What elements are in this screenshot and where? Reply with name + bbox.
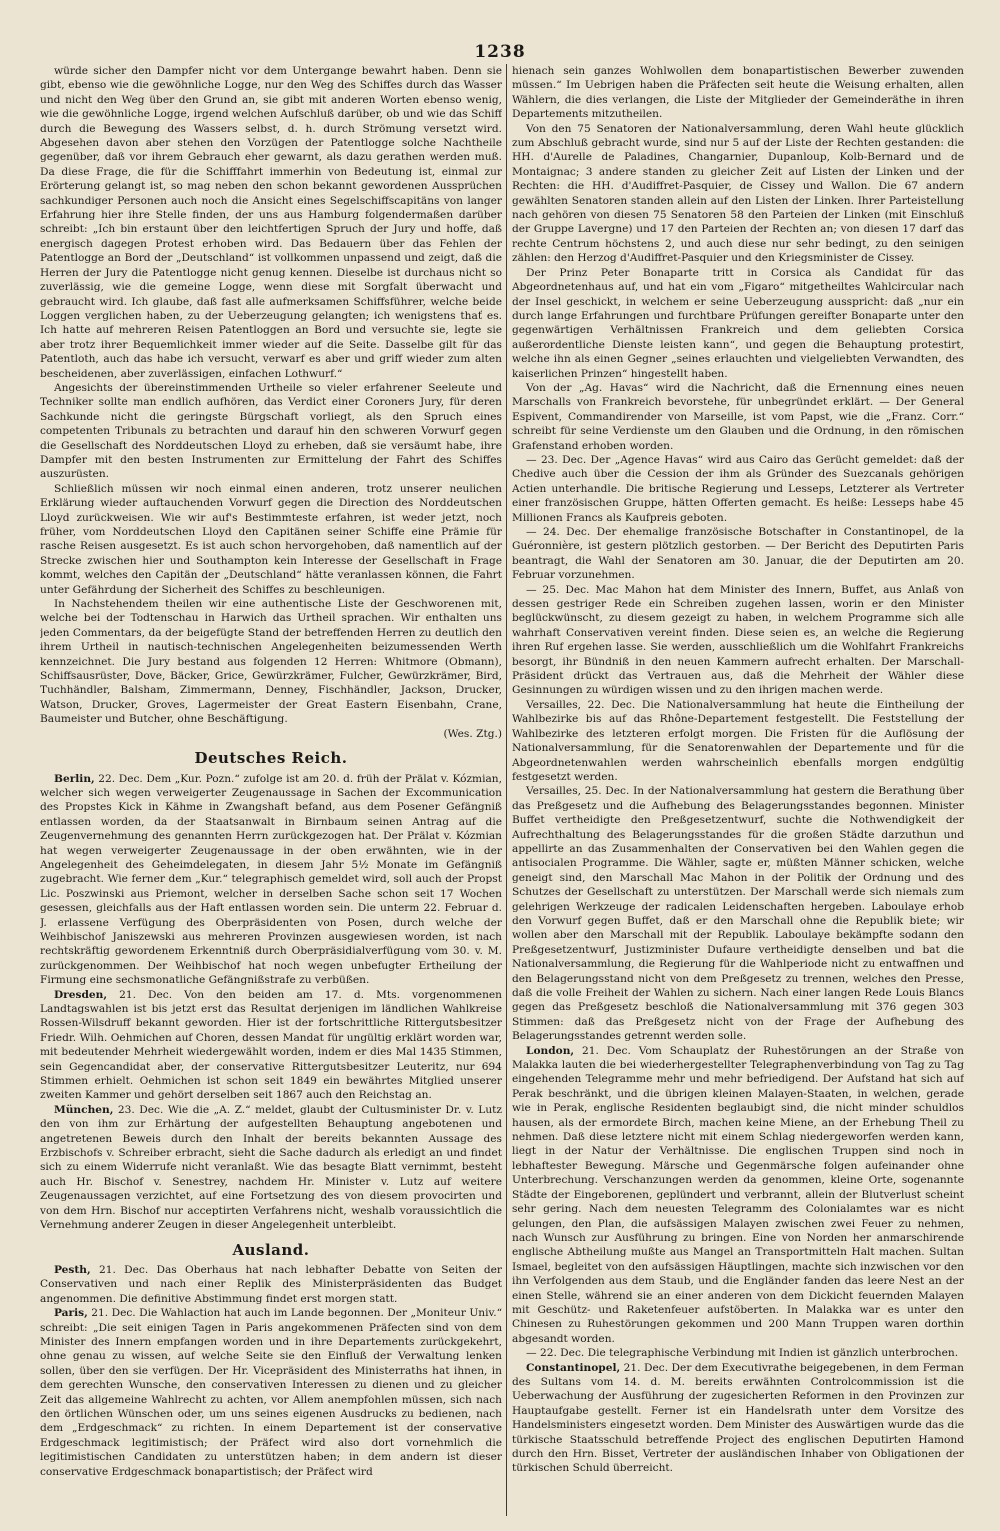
- column-divider: [506, 64, 507, 1516]
- article-paragraph: — 23. Dec. Der „Agence Havas“ wird aus Cairo das Gerücht gemeldet: daß der Chedive auch über die Cession der ihm als Gründer des Suezcanals gehörigen Actien unterhandle. Die britische Regierung und Lesseps, Letzterer als Vertreter einer französischen Gruppe, hätten Offerten gemacht. Es heiße: Lesseps habe 45 Millionen Francs als Kaufpreis geboten.: [512, 453, 964, 524]
- news-item-pesth: [40, 1263, 502, 1306]
- news-item-constantinopel: [512, 1361, 964, 1476]
- article-paragraph: — 22. Dec. Die telegraphische Verbindung mit Indien ist gänzlich unterbrochen.: [526, 1347, 959, 1360]
- news-text: 21. Dec. Vom Schauplatz der Ruhestörungen an der Straße von Malakka lauten die bei wiederhergestellter Telegraphenverbindung von Tag zu Tag eingehenden Telegramme mehr und mehr befriedigend. Der Aufstand hat sich auf Perak beschränkt, und die übrigen kleinen Malayen-Staaten, in welchen, gerade wie in Perak, englische Residenten beglaubigt sind, die nicht minder schuldlos hausen, als der ermordete Birch, machen keine Miene, an der Erhebung Theil zu nehmen. Daß diese letztere nicht mit einem Schlag niedergeworfen werden kann, liegt in der Natur der Verhältnisse. Die englischen Truppen sind noch in lebhaftester Bewegung. Märsche und Gegenmärsche folgen aufeinander ohne Unterbrechung. Verschanzungen werden da genommen, kleine Orte, sogenannte Städte der Eingeborenen, geplündert und verbrannt, allein der Blutverlust scheint sehr gering. Nach dem neuesten Telegramm des Colonialamtes war es nicht gelungen, den Plan, die aufsässigen Malayen zwischen zwei Feuer zu nehmen, nach Wunsch zur Ausführung zu bringen. Eine von Norden her anmarschirende englische Abtheilung mußte aus Mangel an Transportmitteln Halt machen. Sultan Ismael, begleitet von den aufsässigen Häuptlingen, machte sich inzwischen vor den ihn Verfolgenden aus dem Staub, und die Engländer fanden das leere Nest an der einen Stelle, während sie an einer anderen von dem Dickicht feuernden Malayen mit Geschütz- und Raketenfeuer aufstöberten. In Malakka war es unter den Chinesen zu Ruhestörungen gekommen und 200 Mann Truppen waren dorthin abgesandt worden.: [512, 1044, 964, 1345]
- article-paragraph: würde sicher den Dampfer nicht vor dem Untergange bewahrt haben. Denn sie gibt, ebenso wie die gewöhnliche Logge, nur den Weg des Schiffes durch das Wasser und nicht den Weg über den Grund an, sie gibt mit anderen Worten ebenso wenig, wie die gewöhnliche Logge, irgend welchen Aufschluß darüber, ob und wie das Schiff durch die Bewegung des Wassers selbst, d. h. durch Strömung versetzt wird. Abgesehen davon aber stehen den Vorzügen der Patentlogge solche Nachtheile gegenüber, daß vor ihrem Gebrauch eher gewarnt, als dazu gerathen werden muß. Da diese Frage, die für die Schifffahrt immerhin von Bedeutung ist, einmal zur Erörterung gelangt ist, so mag neben den schon bekannt gewordenen Aussprüchen sachkundiger Personen auch noch die Ansicht eines Segelschiffscapitäns von langer Erfahrung hier ihre Stelle finden, der uns aus Hamburg folgendermaßen darüber schreibt: „Ich bin erstaunt über den leichtfertigen Spruch der Jury und hoffe, daß energisch dagegen Protest erhoben wird. Das Bedauern über das Fehlen der Patentlogge an Bord der „Deutschland“ ist vollkommen unpassend und zeigt, daß die Herren der Jury die Patentlogge nicht genug kennen. Dieselbe ist durchaus nicht so zuverlässig, wie die gemeine Logge, wenn diese mit Sorgfalt überwacht und gebraucht wird. Ich glaube, daß fast alle aufmerksamen Schiffsführer, welche beide Loggen verglichen haben, zu der Ueberzeugung gelangten; ich wenigstens thať es. Ich hatte auf mehreren Reisen Patentloggen an Bord und versuchte sie, legte sie aber trotz ihrer Bequemlichkeit immer wieder auf die Seite. Dasselbe gilt für das Patentloth, auch das habe ich versucht, verwarf es aber und griff wieder zum alten bescheidenen, aber zuverlässigen, einfachen Lothwurf.“: [40, 65, 502, 380]
- article-paragraph: Der Prinz Peter Bonaparte tritt in Corsica als Candidat für das Abgeordnetenhaus auf, und hat ein vom „Figaro“ mitgetheiltes Wahlcircular nach der Insel geschickt, in welchem er seine Ueberzeugung ausspricht: daß „nur ein durch lange Erfahrungen und furchtbare Prüfungen gereifter Bonaparte unter den gegenwärtigen Verhältnissen Frankreich und dem geliebten Corsica außerordentliche Dienste leisten kann“, und gegen die Behauptung protestirt, welche ihn als einen Gegner „seines erlauchten und vielgeliebten Verwandten, des kaiserlichen Prinzen“ hingestellt haben.: [512, 266, 964, 380]
- source-citation: (Wes. Ztg.): [443, 727, 502, 740]
- news-text: 21. Dec. Das Oberhaus hat nach lebhafter Debatte von Seiten der Conservativen und nach einer Replik des Ministerpräsidenten das Budget angenommen. Die definitive Abstimmung findet erst morgen statt.: [40, 1263, 502, 1305]
- news-item-paris: [40, 1306, 502, 1479]
- dateline: Paris,: [54, 1307, 88, 1320]
- dateline: London,: [526, 1044, 575, 1057]
- section-title-deutsches-reich: Deutsches Reich.: [194, 749, 348, 768]
- left-column: [40, 64, 502, 1516]
- news-text: 23. Dec. Wie die „A. Z.“ meldet, glaubt der Cultusminister Dr. v. Lutz den von ihm zur Erhärtung der aufgestellten Behauptung angebotenen und angetretenen Beweis durch den Inhalt der bereits bekannten Aussage des Erzbischofs v. Schreiber erbracht, sieht die Sache dadurch als erledigt an und findet sich zu einem Widerrufe nicht veranlaßt. Wie das besagte Blatt vernimmt, besteht auch Hr. Bischof v. Senestrey, nachdem Hr. Minister v. Lutz auf weitere Zeugenaussagen verzichtet, auf eine Fortsetzung des von diesem provocirten und von dem Hrn. Bischof nur acceptirten Verfahrens nicht, weshalb voraussichtlich die Vernehmung anderer Zeugen in dieser Angelegenheit unterbleibt.: [40, 1103, 502, 1232]
- article-paragraph: Schließlich müssen wir noch einmal einen anderen, trotz unserer neulichen Erklärung wieder auftauchenden Vorwurf gegen die Direction des Norddeutschen Lloyd zurückweisen. Wie wir auf's Bestimmteste erfahren, ist weder jetzt, noch früher, vom Norddeutschen Lloyd den Capitänen seiner Schiffe eine Prämie für rasche Reisen ausgesetzt. Es ist auch schon hervorgehoben, daß namentlich auf der Strecke zwischen hier und Southampton kein Interesse der Gesellschaft in Frage kommt, welches den Capitän der „Deutschland“ hätte veranlassen können, die Fahrt unter Gefährdung der Sicherheit des Schiffes zu beschleunigen.: [40, 482, 502, 596]
- dateline: Dresden,: [54, 988, 108, 1001]
- page-number: 1238: [474, 42, 526, 62]
- article-paragraph: Angesichts der übereinstimmenden Urtheile so vieler erfahrener Seeleute und Techniker sollte man endlich aufhören, das Verdict einer Coroners Jury, für deren Sachkunde nicht die geringste Bürgschaft vorliegt, als den Spruch eines competenten Tribunals zu betrachten und darauf hin den schweren Vorwurf gegen die Gesellschaft des Norddeutschen Lloyd zu erheben, daß sie versäumt habe, ihre Dampfer mit den besten Instrumenten zur Ermittelung der Fahrt des Schiffes auszurüsten.: [40, 381, 502, 481]
- news-item-dresden: [40, 988, 502, 1103]
- article-paragraph: — 25. Dec. Mac Mahon hat dem Minister des Innern, Buffet, aus Anlaß von dessen gestriger Rede ein Schreiben zugehen lassen, worin er den Minister beglückwünscht, zu diesem gezeigt zu haben, in welchem Programme sich alle wahrhaft Conservativen vereint finden. Diese seien es, an welche die Regierung ihren Ruf ergehen lasse. Sie werden, ausschließlich um die Wohlfahrt Frankreichs besorgt, ihr Bündniß in den neuen Kammern aufrecht erhalten. Der Marschall-Präsident drückt das Vertrauen aus, daß die Mehrheit der Wähler diese Gesinnungen zu würdigen wissen und zu den ihrigen machen werde.: [512, 583, 964, 697]
- article-paragraph: Versailles, 22. Dec. Die Nationalversammlung hat heute die Eintheilung der Wahlbezirke bis auf das Rhône-Departement festgestellt. Die Feststellung der Wahlbezirke des letzteren erfolgt morgen. Die Fristen für die Auflösung der Nationalversammlung, für die Senatorenwahlen der Departemente und für die Abgeordnetenwahlen werden wahrscheinlich ebenfalls morgen endgültig festgesetzt werden.: [512, 698, 964, 783]
- article-paragraph: In Nachstehendem theilen wir eine authentische Liste der Geschworenen mit, welche bei der Todtenschau in Harwich das Urtheil sprachen. Wir enthalten uns jeden Commentars, da der beigefügte Stand der betreffenden Herren zu deutlich den ihrem Urtheil in nautisch-technischen Angelegenheiten beizumessenden Werth kennzeichnet. Die Jury bestand aus folgenden 12 Herren: Whitmore (Obmann), Schiffsausrüster, Dove, Bäcker, Grice, Gewürzkrämer, Fulcher, Gewürzkrämer, Bird, Tuchhändler, Balsham, Zimmermann, Denney, Fischhändler, Jackson, Drucker, Watson, Drucker, Groves, Lagermeister der Great Eastern Eisenbahn, Crane, Baumeister und Butcher, ohne Beschäftigung.: [40, 598, 502, 726]
- article-paragraph: hienach sein ganzes Wohlwollen dem bonapartistischen Bewerber zuwenden müssen.“ Im Uebrigen haben die Präfecten seit heute die Weisung erhalten, allen Wählern, die dies verlangen, die Liste der Mitglieder der Gemeinderäthe in ihren Departements mitzutheilen.: [512, 65, 964, 121]
- news-item-london: [512, 1044, 964, 1347]
- dateline: München,: [54, 1103, 114, 1116]
- article-paragraph: — 24. Dec. Der ehemalige französische Botschafter in Constantinopel, de la Guéronnière, ist gestern plötzlich gestorben. — Der Bericht des Deputirten Paris beantragt, die Wahl der Senatoren am 30. Januar, die der Deputirten am 20. Februar vorzunehmen.: [512, 526, 964, 582]
- news-text: 22. Dec. Dem „Kur. Pozn.“ zufolge ist am 20. d. früh der Prälat v. Kózmian, welcher sich wegen verweigerter Zeugenaussage in Sachen der Excommunication des Propstes Kick in Kähme in Zwangshaft befand, aus dem Posener Gefängniß entlassen worden, da der Staatsanwalt in Birnbaum seinen Antrag auf die Zeugenvernehmung des genannten Herrn zurückgezogen hat. Der Prälat v. Kózmian hat wegen verweigerter Zeugenaussage in der oben erwähnten, wie in der Angelegenheit des Geheimdelegaten, in diesem Jahr 5½ Monate im Gefängniß zugebracht. Wie ferner dem „Kur.“ telegraphisch gemeldet wird, soll auch der Propst Lic. Poszwinski aus Priemont, welcher in derselben Sache schon seit 17 Wochen gesessen, gleichfalls aus der Haft entlassen worden sein. Die unterm 22. Februar d. J. erlassene Verfügung des Oberpräsidenten von Posen, durch welche der Weihbischof Janiszewski aus mehreren Provinzen ausgewiesen worden, ist nach rechtskräftig gewordenem Erkenntniß durch Oberpräsidialverfügung vom 30. v. M. zurückgenommen. Der Weihbischof hat noch wegen unbefugter Ertheilung der Firmung eine sechsmonatliche Gefängnißstrafe zu verbüßen.: [40, 772, 502, 987]
- article-paragraph: Von der „Ag. Havas“ wird die Nachricht, daß die Ernennung eines neuen Marschalls von Frankreich bevorstehe, für unbegründet erklärt. — Der General Espivent, Commandirender von Marseille, ist vom Papst, wie die „Franz. Corr.“ schreibt für seine Verdienste um den Glauben und die Ordnung, in den römischen Grafenstand erhoben worden.: [512, 381, 964, 452]
- news-text: 21. Dec. Von den beiden am 17. d. Mts. vorgenommenen Landtagswahlen ist bis jetzt erst das Resultat derjenigen im ländlichen Wahlkreise Rossen-Wilsdruff bekannt geworden. Hier ist der fortschrittliche Rittergutsbesitzer Friedr. Wilh. Oehmichen auf Choren, dessen Mandat für ungültig erklärt worden war, mit bedeutender Mehrheit wiedergewählt worden, indem er dies Mal 1435 Stimmen, sein Gegencandidat aber, der conservative Rittergutsbesitzer Leuteritz, nur 694 Stimmen erhielt. Oehmichen ist schon seit 1849 ein bewährtes Mitglied unserer zweiten Kammer und gehört derselben seit 1867 auch den Reichstag an.: [40, 988, 502, 1102]
- dateline: Pesth,: [54, 1263, 91, 1276]
- news-item-berlin: [40, 772, 502, 988]
- news-text: 21. Dec. Der dem Executivrathe beigegebenen, in dem Ferman des Sultans vom 14. d. M. bereits erwähnten Controlcommission ist die Ueberwachung der Ausführung der zugesicherten Reformen in den Provinzen zur Hauptaufgabe gestellt. Ferner ist ein Handelsrath unter dem Vorsitze des Handelsministers eingesetzt worden. Dem Minister des Auswärtigen wurde das die türkische Staatsschuld betreffende Project des englischen Deputirten Hamond durch den Hrn. Bisset, Vertreter der ausländischen Inhaber von Obligationen der türkischen Schuld überreicht.: [512, 1361, 964, 1475]
- dateline: Berlin,: [54, 772, 95, 785]
- dateline: Constantinopel,: [526, 1361, 621, 1374]
- news-item-munchen: [40, 1103, 502, 1233]
- article-paragraph: Versailles, 25. Dec. In der Nationalversammlung hat gestern die Berathung über das Preßgesetz und die Aufhebung des Belagerungsstandes begonnen. Minister Buffet vertheidigte den Preßgesetzentwurf, suchte die Nothwendigkeit der Aufrechthaltung des Belagerungsstandes für die großen Städte darzuthun und appellirte an das Zusammenhalten der Conservativen bei den Wahlen gegen die antisocialen Programme. Die Wähler, sagte er, müßten Männer schicken, welche geneigt sind, den Marschall Mac Mahon in der Politik der Ordnung und des Schutzes der Gesellschaft zu unterstützen. Der Marschall werde sich niemals zum gelehrigen Werkzeuge der radicalen Leidenschaften hergeben. Laboulaye erhob den Vorwurf gegen Buffet, daß er den Marschall ohne die Republik biete; wir wollen aber den Marschall mit der Republik. Laboulaye bekämpfte sodann den Preßgesetzentwurf, Justizminister Dufaure vertheidigte denselben und bat die Nationalversammlung, die Regierung für die Wahlperiode nicht zu entwaffnen und den Belagerungsstand nicht von dem Preßgesetz zu trennen, welches den Presse, daß die volle Freiheit der Wahlen zu sichern. Nach einer langen Rede Louis Blancs gegen das Preßgesetz beschloß die Nationalversammlung mit 376 gegen 303 Stimmen: daß das Preßgesetz nicht von der Frage der Aufhebung des Belagerungsstandes getrennt werden solle.: [512, 785, 964, 1043]
- news-text: 21. Dec. Die Wahlaction hat auch im Lande begonnen. Der „Moniteur Univ.“ schreibt: „Die seit einigen Tagen in Paris angekommenen Präfecten sind von dem Minister des Innern empfangen worden und in ihre Departements zurückgekehrt, ohne genau zu wissen, auf welche Seite sie den Einfluß der Verwaltung lenken sollen, über den sie verfügen. Der Hr. Vicepräsident des Ministerraths hat ihnen, in dem gerechten Wunsche, den conservativen Interessen zu dienen und zu gleicher Zeit das allgemeine Wahlrecht zu achten, vor Allem anempfohlen müssen, sich nach den örtlichen Wünschen oder, um uns seines eigenen Ausdrucks zu bedienen, nach dem „Erdgeschmack“ zu richten. In einem Departement ist der conservative Erdgeschmack legitimistisch; der Präfect wird also dort vornehmlich die legitimistischen Candidaten zu unterstützen haben; in dem andern ist dieser conservative Erdgeschmack bonapartistisch; der Präfect wird: [40, 1307, 502, 1478]
- right-column: [512, 64, 964, 1516]
- article-paragraph: Von den 75 Senatoren der Nationalversammlung, deren Wahl heute glücklich zum Abschluß gebracht wurde, sind nur 5 auf der Liste der Rechten gestanden: die HH. d'Aurelle de Paladines, Changarnier, Dupanloup, Kolb-Bernard und de Montaignac; 3 andere standen zu gleicher Zeit auf Listen der Linken und der Rechten: die HH. d'Audiffret-Pasquier, de Cissey und Wallon. Die 67 andern gewählten Senatoren standen allein auf den Listen der Linken. Ihrer Parteistellung nach gehören von diesen 75 Senatoren 58 den Parteien der Linken (mit Einschluß der Gruppe Lavergne) und 17 den Parteien der Rechten an; von diesen 17 darf das rechte Centrum höchstens 2, und auch diese nur sehr bedingt, zu den seinigen zählen: den Herzog d'Audiffret-Pasquier und den Kriegsminister de Cissey.: [512, 122, 964, 265]
- section-title-ausland: Ausland.: [232, 1240, 310, 1259]
